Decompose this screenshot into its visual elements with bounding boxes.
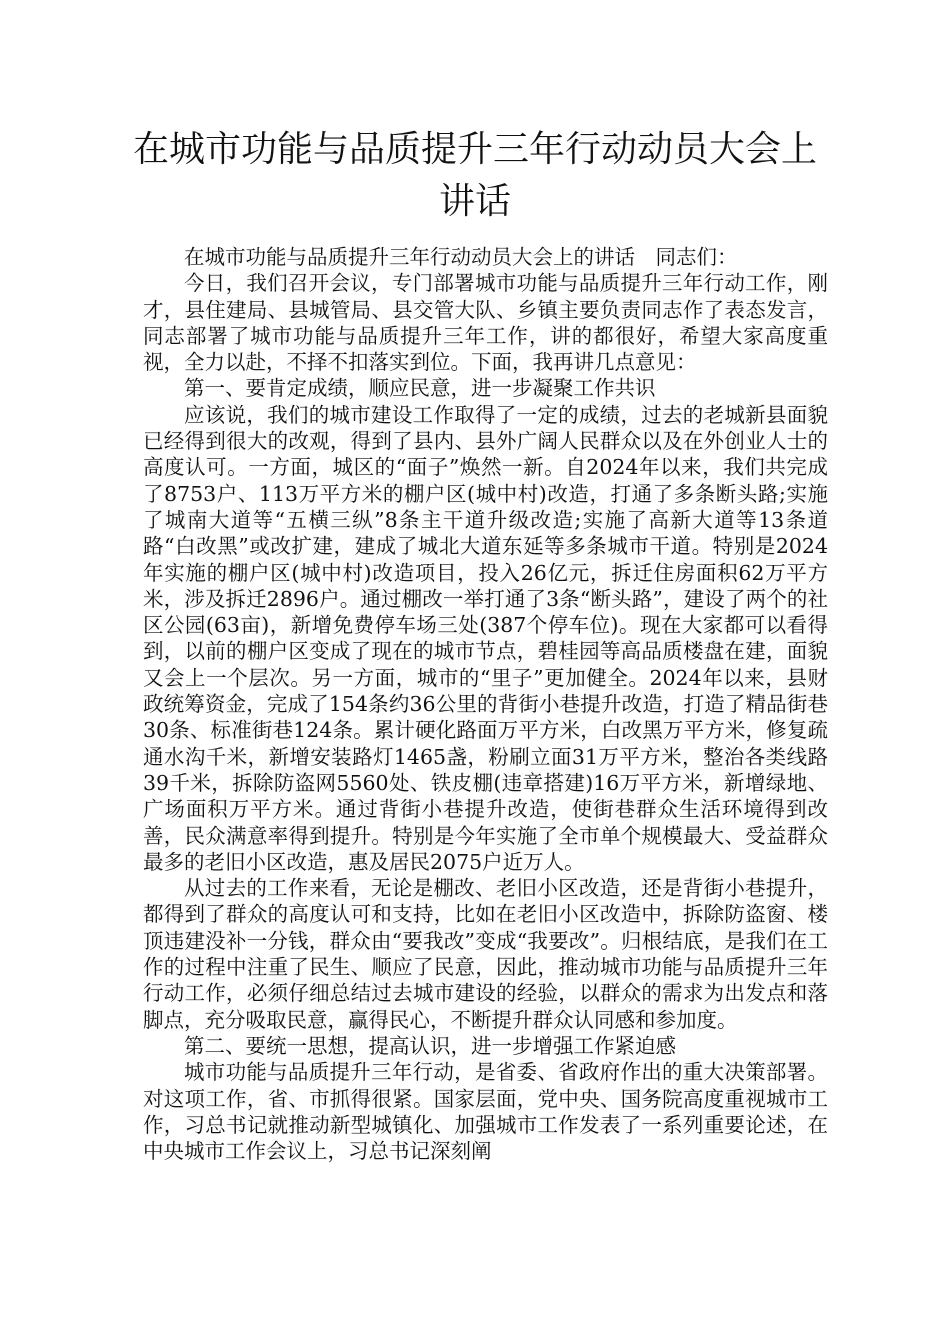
section-heading-2: 第二、要统一思想，提高认识，进一步增强工作紧迫感: [184, 1033, 676, 1058]
document-title: 在城市功能与品质提升三年行动动员大会上讲话: [132, 129, 817, 222]
paragraph-experience: 从过去的工作来看，无论是棚改、老旧小区改造，还是背街小巷提升，都得到了群众的高度认可和支持，比如在老旧小区改造中，拆除防盗窗、楼顶违建没补一分钱，群众由“要我改”变成“我要改”。归根结底，是我们在工作的过程中注重了民生、顺应了民意，因此，推动城市功能与品质提升三年行动工作，必须仔细总结过去城市建设的经验，以群众的需求为出发点和落脚点，充分吸取民意，赢得民心，不断提升群众认同感和参加度。: [143, 876, 828, 1032]
paragraph-intro: 今日，我们召开会议，专门部署城市功能与品质提升三年行动工作，刚才，县住建局、县城管局、县交管大队、乡镇主要负责同志作了表态发言，同志部署了城市功能与品质提升三年工作，讲的都很好，希望大家高度重视，全力以赴，不择不扣落实到位。下面，我再讲几点意见：: [143, 271, 828, 375]
paragraph-achievements: 应该说，我们的城市建设工作取得了一定的成绩，过去的老城新县面貌已经得到很大的改观，得到了县内、县外广阔人民群众以及在外创业人士的高度认可。一方面，城区的“面子”焕然一新。自2024年以来，我们共完成了8753户、113万平方米的棚户区(城中村)改造，打通了多条断头路;实施了城南大道等“五横三纵”8条主干道升级改造;实施了高新大道等13条道路“白改黑”或改扩建，建成了城北大道东延等多条城市干道。特别是2024年实施的棚户区(城中村)改造项目，投入26亿元，拆迁住房面积62万平方米，涉及拆迁2896户。通过棚改一举打通了3条“断头路”，建设了两个的社区公园(63亩)，新增免费停车场三处(387个停车位)。现在大家都可以看得到，以前的棚户区变成了现在的城市节点，碧桂园等高品质楼盘在建，面貌又会上一个层次。另一方面，城市的“里子”更加健全。2024年以来，县财政统筹资金，完成了154条约36公里的背街小巷提升改造，打造了精品街巷30条、标准街巷124条。累计硬化路面万平方米，白改黑万平方米，修复疏通水沟千米，新增安装路灯1465盏，粉刷立面31万平方米，整治各类线路39千米，拆除防盗网5560处、铁皮棚(违章搭建)16万平方米，新增绿地、广场面积万平方米。通过背街小巷提升改造，使街巷群众生活环境得到改善，民众满意率得到提升。特别是今年实施了全市单个规模最大、受益群众最多的老旧小区改造，惠及居民2075户近万人。: [143, 402, 828, 874]
document-body: [143, 244, 828, 1164]
paragraph-opening: 在城市功能与品质提升三年行动动员大会上的讲话 同志们：: [184, 245, 738, 269]
section-heading-1: 第一、要肯定成绩，顺应民意，进一步凝聚工作共识: [184, 376, 656, 401]
paragraph-policy: 城市功能与品质提升三年行动，是省委、省政府作出的重大决策部署。对这项工作，省、市抓得很紧。国家层面，党中央、国务院高度重视城市工作，习总书记就推动新型城镇化、加强城市工作发表了一系列重要论述，在中央城市工作会议上，习总书记深刻阐: [143, 1060, 828, 1164]
